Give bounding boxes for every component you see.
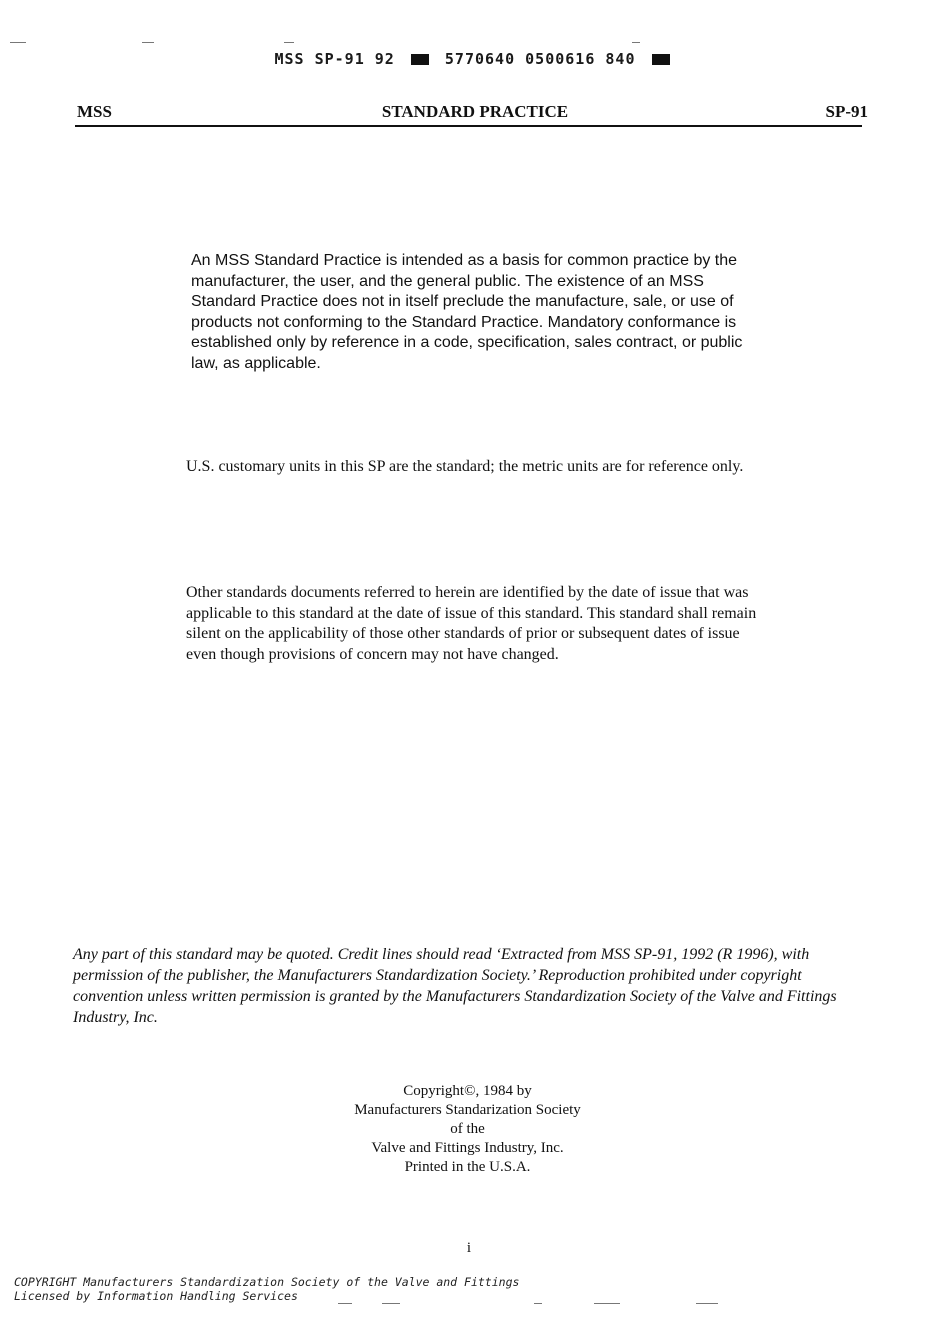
scan-mark xyxy=(142,42,154,43)
scan-mark xyxy=(632,42,640,43)
scan-mark xyxy=(696,1303,718,1304)
copyright-block xyxy=(0,1082,935,1177)
scan-mark xyxy=(338,1303,352,1304)
quote-permission-paragraph: Any part of this standard may be quoted. Credit lines should read ‘Extracted from MSS SP-91, 1992 (R 1996), with permission of the publisher, the Manufacturers Standardization Society.’ Reproduction prohibited under copyright convention unless written permission is granted by the Manufacturers Standardization Society of the Valve and Fittings Industry, Inc. xyxy=(73,946,837,1026)
license-footer xyxy=(14,1275,519,1303)
header-doc-id: SP-91 xyxy=(825,102,868,121)
copyright-line: Copyright©, 1984 by xyxy=(403,1083,532,1099)
scan-mark xyxy=(534,1303,542,1304)
references-paragraph: Other standards documents referred to herein are identified by the date of issue that was applicable to this standard at the date of issue of this standard. This standard shall remain silent on the applicability of those other standards of prior or subsequent dates of issue even though provisions of concern may not have changed. xyxy=(186,584,757,663)
barcode-text-1: MSS SP-91 92 xyxy=(274,50,395,68)
scan-mark xyxy=(594,1303,620,1304)
header-rule xyxy=(75,125,862,127)
header-org: MSS xyxy=(77,102,112,121)
intent-paragraph: An MSS Standard Practice is intended as a basis for common practice by the manufacturer, the user, and the general public. The existence of an MSS Standard Practice does not in itself preclude the manufacture, sale, or use of products not conforming to the Standard Practice. Mandatory conformance is established only by reference in a code, specification, sales contract, or public law, as applicable. xyxy=(191,252,743,372)
scan-mark xyxy=(284,42,294,43)
page-number: i xyxy=(466,1240,472,1256)
barcode-block xyxy=(652,54,670,65)
footer-copyright-line: COPYRIGHT Manufacturers Standardization Society of the Valve and Fittings xyxy=(14,1275,520,1289)
publisher-line: Manufacturers Standarization Society xyxy=(354,1102,581,1118)
document-barcode-line xyxy=(0,50,950,68)
publisher-line: Valve and Fittings Industry, Inc. xyxy=(371,1140,564,1156)
printed-line: Printed in the U.S.A. xyxy=(404,1159,531,1175)
footer-license-line: Licensed by Information Handling Services xyxy=(14,1289,298,1303)
publisher-line: of the xyxy=(450,1121,485,1137)
barcode-block xyxy=(411,54,429,65)
barcode-text-2: 5770640 0500616 840 xyxy=(444,50,636,68)
units-paragraph: U.S. customary units in this SP are the standard; the metric units are for reference only. xyxy=(186,458,744,475)
scan-mark xyxy=(10,42,26,43)
header-title: STANDARD PRACTICE xyxy=(381,102,569,121)
scan-mark xyxy=(382,1303,400,1304)
